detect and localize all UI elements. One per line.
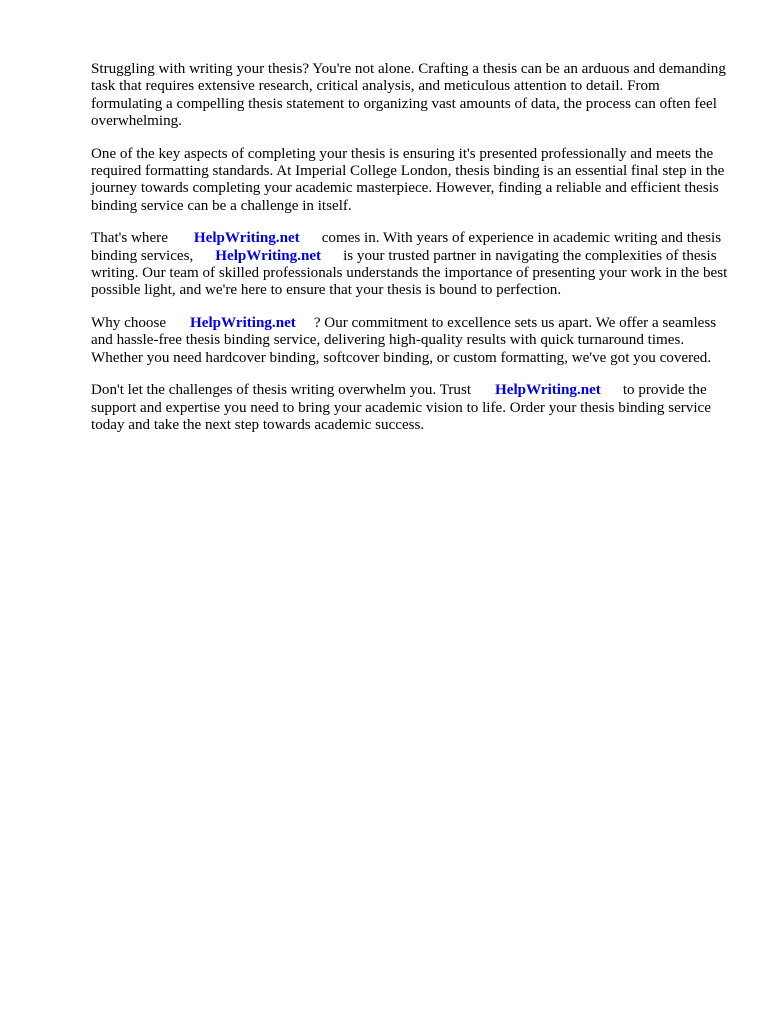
paragraph-why-choose: [91, 315, 731, 367]
helpwriting-link[interactable]: HelpWriting.net: [215, 247, 322, 264]
paragraph-formatting-text: One of the key aspects of completing your thesis is ensuring it's presented professionally and meets the required formatting standards. At Imperial College London, thesis binding is an essential final step in the journey towards completing your academic masterpiece. However, finding a reliable and efficient thesis binding service can be a challenge in itself.: [91, 145, 725, 214]
paragraph-call-to-action: [91, 382, 731, 434]
paragraph-service-intro: [91, 230, 731, 300]
paragraph-intro: [91, 61, 731, 131]
paragraph-formatting: [91, 146, 731, 216]
document-body: [91, 61, 731, 449]
helpwriting-link[interactable]: HelpWriting.net: [495, 382, 601, 399]
helpwriting-link[interactable]: HelpWriting.net: [193, 230, 300, 247]
text-after-link: is your trusted partner in navigating the complexities of thesis writing. Our team of skilled professionals understands the importance of presenting your work in the best possible light, and we're here to ensure that your thesis is bound to perfection.: [91, 247, 728, 299]
text-before-link: That's where: [91, 230, 168, 247]
text-after-link: ? Our commitment to excellence sets us apart. We offer a seamless and hassle-free thesis binding service, delivering high-quality results with quick turnaround times. Whether you need hardcover binding, softcover binding, or custom formatting, we've got you covered.: [91, 314, 717, 366]
paragraph-intro-text: Struggling with writing your thesis? You're not alone. Crafting a thesis can be an arduous and demanding task that requires extensive research, critical analysis, and meticulous attention to detail. From formulating a compelling thesis statement to organizing vast amounts of data, the process can often feel overwhelming.: [91, 61, 726, 130]
text-before-link: Why choose: [91, 314, 167, 331]
text-between-links: comes in. With years of experience in academic writing and thesis binding services,: [91, 230, 722, 264]
helpwriting-link[interactable]: HelpWriting.net: [190, 314, 296, 331]
text-after-link: to provide the support and expertise you need to bring your academic vision to life. Order your thesis binding service today and take the next step towards academic success.: [91, 382, 711, 433]
text-before-link: Don't let the challenges of thesis writing overwhelm you. Trust: [91, 382, 472, 399]
